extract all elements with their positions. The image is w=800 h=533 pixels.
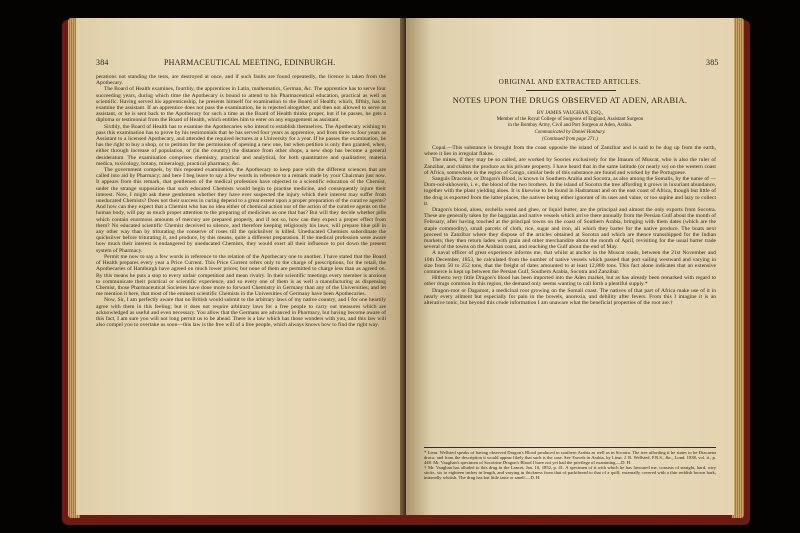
paragraph: Sixthly, the Board of Health has to examine the Apothecaries who intend to establish themselves. The Apothecary wishing to pass this examination has to prove by his testimonials that he has served four years as apprentice, and from three to four years as Assistant to a licensed Apothecary, and attended the required lectures at a University for a year. If he passes the examination, he has the right to buy a shop, or to petition for the permission of opening a new one, but when petition is only then granted, when, either through increase of population, or (in the country) the distance from other shops, a new shop has become a general desideratum. The examination comprises chemistry, practical and analytical, for both quantitative and qualitative; materia medica, toxicology, botany, mineralogy, practical pharmacy, &c.	[96, 123, 386, 167]
left-body-text	[96, 74, 386, 494]
left-running-head: PHARMACEUTICAL MEETING, EDINBURGH.	[164, 58, 336, 67]
paragraph: Dragon's blood, aloes, orchella weed and ghee, or liquid butter, are the principal and almost the only exports from Socotra. These are generally taken by the baggalas and native vessels which arrive there annually from the Persian Gulf about the month of February, after having touched at the principal towns on the coast of Southern Arabia, bringing with them dates (which are the staple commodity), small parcels of cloth, rice, sugar and iron, all which they barter for the native produce. The boats next proceed to Zanzibar where they dispose of the articles obtained at Socotra and which are thence transshipped for the Indian markets; they then return laden with grain and other merchandize about the month of April, revisiting for the usual barter trade several of the towns on the Arabian coast, and reaching the Gulf about the end of May.	[424, 207, 716, 251]
open-book	[62, 18, 750, 528]
paragraph: Sanguis Draconis, or Dragon's Blood, is known in Southern Arabia and Socotra, as also among the Somalis, by the name of — Dum-ool-akhowein, i. e., the blood of the two brothers. In the island of Socotra the tree affording it grows in luxuriant abundance, together with the plant yielding aloes. It is likewise to be found in Hadramaut and on the east coast of Africa, though but little of the drug is exported from the latter places, the natives being either ignorant of its uses and value, or too supine and lazy to collect it.	[424, 176, 716, 207]
affiliation-line-2: in the Bombay Army, Civil and Port Surgeon at Aden, Arabia.	[508, 123, 632, 128]
communicated-by: Communicated by Daniel Hanbury.	[534, 130, 606, 135]
footnote: * Lieut. Wellsted speaks of having observed Dragon's Blood produced in southern Arabia as well as in Socotra. The tree affording it he states to be Dracaena draco; and from the description it would appear likely that such is the case. See Travels in Arabia, by Lieut. J. R. Wellsted, F.R.S., &c., Lond. 1838, vol. ii., p. 448. Mr. Vaughan's specimen of Socotrine Dragon's Blood I have not yet had the privilege of examining.—D. H.	[424, 450, 716, 466]
left-page	[76, 18, 404, 515]
paragraph: The Board of Health examines, fourthly, the apprentices in Latin, mathematics, German, &c. The apprentice has to serve four succeeding years, during which time the Apothecary is bound to attend to his Pharmaceutical education, practical as well as scientific. Having served his apprenticeship, he presents himself for examination to the Board of Health; which, fifthly, has to examine the assistant. If an apprentice does not pass the examination, he is rejected altogether, and then not allowed to serve as assistant, or he is sent back to the Apothecary for such a time as the Board of Health thinks proper, but if he passes, he gets a diploma or testimonial from the Board of Health, which entitles him to enter on any engagement as assistant.	[96, 86, 386, 124]
paragraph: The government compels, by this repeated examination, the Apothecary to keep pace with the different sciences that are called into aid by Pharmacy; and here I beg leave to say a few words in reference to a remark made by your Chairman just now. It appears from this remark, that gentlemen of the medical profession have objected to a scientific education of the Chemist, under the strange supposition that such educated Chemists would begin to practise medicine, and consequently injure their interest. Now, I might ask these gentlemen whether they have ever suspected the injury which their interest may suffer from uneducated Chemists? Does not their success in curing depend to a great extent upon a proper preparation of the curative agents? And how can they expect that a Chemist who has no idea either of chemical action nor of the action of the curative agents on the human body, will pay as much proper attention to the preparing of medicines as one that has? But will they decide whether pills which contain enormous amounts of mercury are prepared properly, and if not so, how can they expect a proper effect from them? No educated scientific Chemist deceived to silence, and therefore keeping religiously his laws, will prepare blue pill in any other way than by triturating the conserve of roses till the quicksilver is killed. Uneducated Chemists subordinate the quicksilver before triturating it, and produce, by this means, quite a different preparation. If the medical profession were aware how much their interest is endangered by uneducated Chemists, they would exert all their influence to put down the present system of Pharmacy.	[96, 167, 386, 254]
paragraph: Permit me now to say a few words in reference to the relation of the Apothecary one to another. I have stated that the Board of Health prepares every year a Price Current. This Price Current refers only to the charge of prescriptions, for the retail, the Apothecaries of Hamburgh have agreed on much lower prices; but none of them are permitted to charge less than as agreed on. By this means he puts a stop to every unfair competition and mean rivalry. In their scientific meetings every member is anxious to communicate their practical or scientific experience, and so every one of them is as well a manufacturing as dispensing Chemist, those Pharmaceutical Societies have done more to forward Chemistry in Germany than any of the Universities; and let me mention it here, that most of the eminent scientific Chemists in the Universities of Germany have been Apothecaries.	[96, 253, 386, 298]
footnote-rule	[424, 447, 716, 448]
right-page-number: 385	[706, 58, 719, 67]
byline: BY JAMES VAUGHAN, ESQ.,	[536, 110, 604, 116]
section-head: ORIGINAL AND EXTRACTED ARTICLES.	[498, 78, 642, 86]
article-title: NOTES UPON THE DRUGS OBSERVED AT ADEN, ARABIA.	[452, 96, 688, 105]
affiliation-line-1: Member of the Royal College of Surgeons of England, Assistant Surgeon	[496, 117, 644, 122]
footnote: † Mr. Vaughan has alluded to this drug in the Lancet, Jan. 10, 1852, p. 41. A specimen of it with which he has favoured me, consists of straight, hard, wiry sticks, six to eighteen inches in length, and varying in thickness from that of packthread to that of a quill; externally covered with a thin reddish brown bark, internally whitish. The drug has but little taste or smell.—D. H.	[424, 465, 716, 481]
paragraph: Hitherto very little Dragon's blood has been imported into the Aden market, but as has already been remarked with regard to other drugs common in this region, the demand only seems wanting to call forth a plentiful supply.*	[424, 275, 716, 288]
footnotes	[424, 450, 716, 506]
paragraph: The mines, if they may be so called, are worked by Soories exclusively for the Imaum of Muscat, who is also the ruler of Zanzibar, and claims the produce as his private property. I have heard that in the same latitude (or nearly so) on the western coast of Africa, somewhere in the region of Congo, similar beds of this substance are found and worked by the Portuguese.	[424, 157, 716, 176]
continued-note: (Continued from page 271.)	[542, 137, 598, 142]
right-page	[406, 18, 734, 515]
right-body-text	[424, 145, 716, 443]
left-page-number: 384	[96, 58, 109, 67]
divider	[526, 90, 616, 91]
paragraph: A naval officer of great experience informs me, that whilst at anchor in the Muscat roads, between the 21st November and 10th December, 1853, he calculated from the number of native vessels which passed that port sailing westward and varying in size from 50 to 252 tons, that the freight of dates amounted to at least 12,880 tons. This fact alone indicates that an extensive commerce is kept up between the Persian Gulf, Southern Arabia, Socotra and Zanzibar.	[424, 250, 716, 276]
paragraph: Copal.—This substance is brought from the coast opposite the island of Zanzibar and is said to be dug up from the earth, where it lies in irregular flakes.	[424, 145, 716, 158]
paragraph: Dragon-root or Dagaroot, a medicinal root growing on the Somali coast. The natives of that part of Africa make use of it in nearly every ailment but especially for pain in the bowels, anorexia, and debility after fevers. From this I imagine it is an alterative tonic, but beyond this crude information I am unaware what the beneficial properties of the root are.†	[424, 287, 716, 307]
paragraph: perations not standing the tests, are destroyed at once, and if such faults are found repeatedly, the licence is taken from the Apothecary.	[96, 74, 386, 87]
paragraph: Now, Sir, I am perfectly aware that no British would submit to the arbitrary laws of my native country, and I for one heartily agree with them in this feeling; but it does not require arbitrary laws for a free people to carry out measures which are acknowledged as useful and even necessary. You allow that the Germans are advanced in Pharmacy, but having become aware of this fact, I am sure you will not long permit us to be ahead. There is a law which has those wonders with you, and this law will also compel you to overtake us soon—this law is the free will of a free people, which always knows how to find the right way.	[96, 297, 386, 329]
